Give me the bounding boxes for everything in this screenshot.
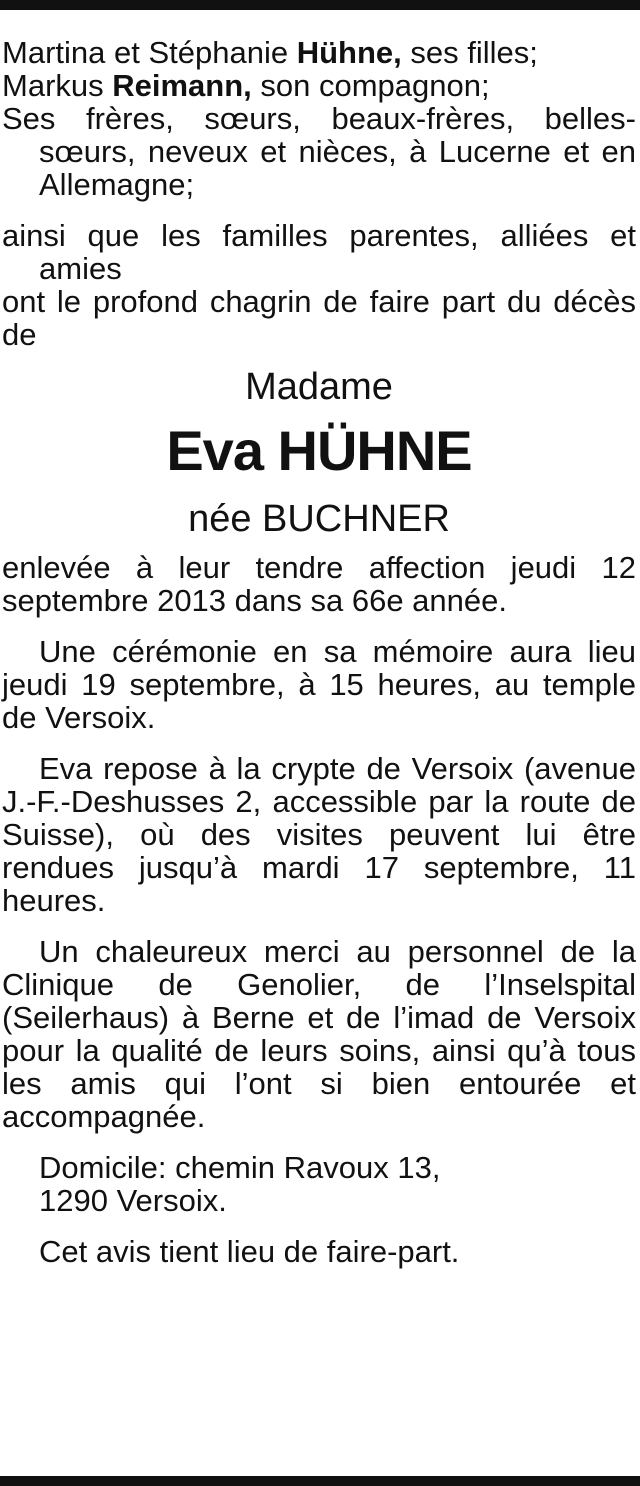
obituary-notice xyxy=(2,36,636,1268)
family-line-siblings: Ses frères, sœurs, beaux-frères, belles-sœurs, neveux et nièces, à Lucerne et en Allemagne; xyxy=(2,101,636,202)
thanks-paragraph: Un chaleureux merci au personnel de la Clinique de Genolier, de l’Inselspital (Seilerhaus) à Berne et de l’imad de Versoix pour la qualité de leurs soins, ainsi qu’à tous les amis qui l’ont si bien entourée et accompagnée. xyxy=(2,934,636,1134)
closing-note: Cet avis tient lieu de faire-part. xyxy=(39,1234,460,1269)
domicile-line-2: 1290 Versoix. xyxy=(39,1183,227,1218)
deceased-name: Eva HÜHNE xyxy=(166,419,472,482)
daughters-names: Martina et Stéphanie xyxy=(2,35,297,70)
extended-family: ainsi que les familles parentes, alliées et amies xyxy=(2,218,636,286)
domicile-line-1: Domicile: chemin Ravoux 13, xyxy=(39,1150,441,1185)
ceremony-details: Une cérémonie en sa mémoire aura lieu jeudi 19 septembre, à 15 heures, au temple de Versoix. xyxy=(2,634,636,735)
companion-name: Markus xyxy=(2,68,113,103)
companion-relation: son compagnon; xyxy=(251,68,490,103)
death-details: enlevée à leur tendre affection jeudi 12 septembre 2013 dans sa 66e année. xyxy=(2,550,636,618)
daughters-surname: Hühne, xyxy=(296,35,402,70)
companion-surname: Reimann, xyxy=(112,68,252,103)
family-line-companion xyxy=(2,69,636,102)
deceased-maiden-name: née BUCHNER xyxy=(188,498,450,540)
bottom-rule xyxy=(0,1476,640,1486)
family-line-daughters xyxy=(2,36,636,69)
announcement: ont le profond chagrin de faire part du décès de xyxy=(2,284,636,352)
top-rule xyxy=(0,0,640,10)
repose-details: Eva repose à la crypte de Versoix (avenue J.-F.-Deshusses 2, accessible par la route de Suisse), où des visites peuvent lui être rendues jusqu’à mardi 17 septembre, 11 heures. xyxy=(2,751,636,918)
deceased-title: Madame xyxy=(245,366,393,408)
daughters-relation: ses filles; xyxy=(401,35,538,70)
